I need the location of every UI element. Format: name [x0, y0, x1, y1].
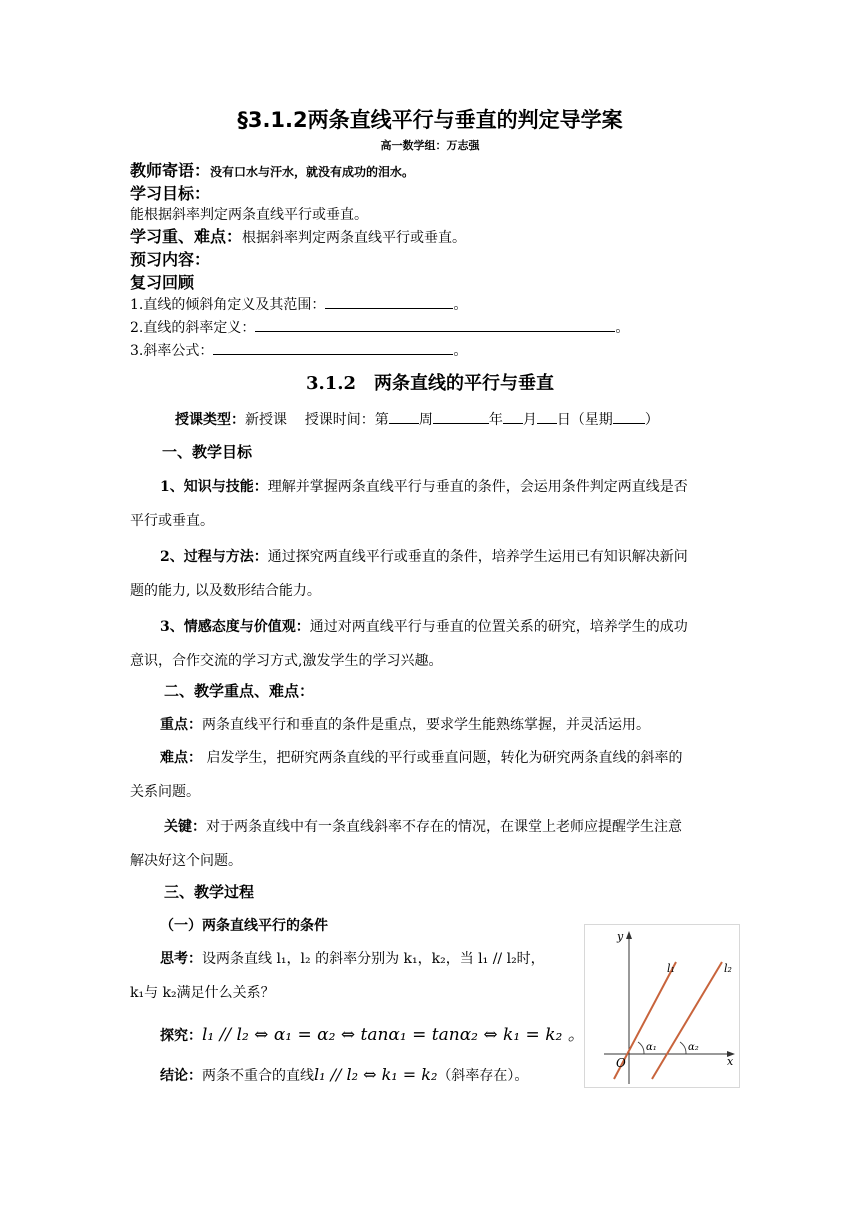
conclusion-label: 结论：	[160, 1068, 202, 1084]
lesson-type-label: 授课类型：	[175, 412, 245, 428]
l2-label: l₂	[724, 962, 732, 975]
l1-label: l₁	[667, 962, 675, 975]
teacher-words-label: 教师寄语：	[130, 161, 211, 180]
review-q2	[130, 317, 629, 337]
goal-1	[130, 470, 720, 538]
key-3	[130, 810, 720, 878]
explore	[160, 1020, 585, 1045]
weekday-blank[interactable]	[613, 409, 645, 424]
goal-3	[130, 610, 720, 678]
think	[130, 942, 580, 1010]
key-1-label: 重点：	[160, 717, 202, 733]
explore-formula: l₁ // l₂ ⇔ α₁ = α₂ ⇔ tanα₁ = tanα₂ ⇔ k₁ = k₂ 。	[202, 1025, 585, 1045]
key-2-cont: 关系问题。	[130, 784, 200, 800]
lesson-close: ）	[644, 412, 659, 428]
lesson-day: 日（星期	[556, 412, 613, 428]
key-points-label: 学习重、难点：	[130, 227, 243, 246]
review-label: 复习回顾	[130, 273, 195, 292]
origin-label: O	[616, 1056, 626, 1070]
lesson-type-value: 新授课	[245, 412, 287, 428]
review-q2-end: 。	[615, 320, 630, 336]
conclusion-text: 两条不重合的直线	[202, 1068, 314, 1084]
alpha1-label: α₁	[646, 1042, 657, 1053]
review-q3	[130, 340, 467, 360]
lesson-info	[175, 409, 659, 429]
goal-1-cont: 平行或垂直。	[130, 513, 214, 529]
lesson-year: 年	[488, 412, 503, 428]
key-2-text: 启发学生，把研究两条直线的平行或垂直问题，转化为研究两条直线的斜率的	[202, 750, 683, 766]
process-sub1: （一）两条直线平行的条件	[160, 918, 328, 934]
key-2	[130, 741, 720, 809]
think-text-2: k₁与 k₂满足什么关系？	[130, 985, 275, 1001]
preview-label: 预习内容：	[130, 250, 211, 269]
document-title: §3.1.2两条直线平行与垂直的判定导学案	[237, 108, 623, 132]
week-blank[interactable]	[389, 409, 419, 424]
think-text-1: 设两条直线 l₁，l₂ 的斜率分别为 k₁，k₂，当 l₁ // l₂时，	[202, 951, 545, 967]
lesson-time-label: 授课时间：第	[304, 412, 389, 428]
keys-heading: 二、教学重点、难点：	[164, 682, 315, 700]
alpha2-label: α₂	[688, 1042, 699, 1053]
process-heading: 三、教学过程	[164, 883, 255, 901]
conclusion	[160, 1065, 528, 1085]
goal-2-cont: 题的能力, 以及数形结合能力。	[130, 583, 321, 599]
key-3-label: 关键：	[164, 819, 206, 835]
teacher-words-text: 没有口水与汗水，就没有成功的泪水。	[210, 165, 415, 179]
key-3-text: 对于两条直线中有一条直线斜率不存在的情况，在课堂上老师应提醒学生注意	[206, 819, 682, 835]
x-axis-label: x	[727, 1055, 734, 1068]
objectives-text: 能根据斜率判定两条直线平行或垂直。	[130, 207, 368, 223]
day-blank[interactable]	[537, 409, 557, 424]
review-q3-text: 3.斜率公式：	[130, 343, 214, 359]
goal-2-label: 2、过程与方法：	[160, 549, 268, 565]
y-axis-label: y	[617, 930, 624, 943]
goal-3-text: 通过对两直线平行与垂直的位置关系的研究，培养学生的成功	[309, 619, 688, 635]
key-1-text: 两条直线平行和垂直的条件是重点，要求学生能熟练掌握，并灵活运用。	[202, 717, 650, 733]
key-2-label: 难点：	[160, 750, 202, 766]
review-q1	[130, 294, 467, 314]
goal-2	[130, 540, 720, 608]
goal-1-text: 理解并掌握两条直线平行与垂直的条件，会运用条件判定两直线是否	[267, 479, 688, 495]
year-blank[interactable]	[433, 409, 489, 424]
goal-3-cont: 意识，合作交流的学习方式,激发学生的学习兴趣。	[130, 653, 443, 669]
review-q1-end: 。	[453, 297, 468, 313]
review-q2-text: 2.直线的斜率定义：	[130, 320, 256, 336]
lesson-week: 周	[418, 412, 433, 428]
teacher-words	[130, 158, 414, 181]
think-label: 思考：	[160, 951, 202, 967]
review-q1-text: 1.直线的倾斜角定义及其范围：	[130, 297, 326, 313]
key-points-text: 根据斜率判定两条直线平行或垂直。	[242, 230, 467, 246]
conclusion-note: （斜率存在）。	[437, 1068, 529, 1084]
key-points	[130, 224, 466, 247]
document-subtitle: 高一数学组：万志强	[380, 139, 480, 152]
goal-1-label: 1、知识与技能：	[160, 479, 268, 495]
month-blank[interactable]	[503, 409, 523, 424]
key-3-cont: 解决好这个问题。	[130, 853, 242, 869]
lesson-month: 月	[522, 412, 537, 428]
goals-heading: 一、教学目标	[162, 443, 253, 461]
conclusion-formula: l₁ // l₂ ⇔ k₁ = k₂	[314, 1065, 438, 1084]
key-1	[130, 708, 720, 742]
parallel-lines-figure	[584, 924, 740, 1088]
goal-3-label: 3、情感态度与价值观：	[160, 619, 310, 635]
section-title: 3.1.2 两条直线的平行与垂直	[305, 373, 555, 394]
explore-label: 探究：	[160, 1028, 202, 1044]
objectives-label: 学习目标：	[130, 184, 211, 203]
review-q3-blank[interactable]	[213, 340, 453, 355]
review-q1-blank[interactable]	[325, 294, 453, 309]
review-q2-blank[interactable]	[255, 317, 615, 332]
goal-2-text: 通过探究两直线平行或垂直的条件，培养学生运用已有知识解决新问	[267, 549, 688, 565]
review-q3-end: 。	[453, 343, 468, 359]
